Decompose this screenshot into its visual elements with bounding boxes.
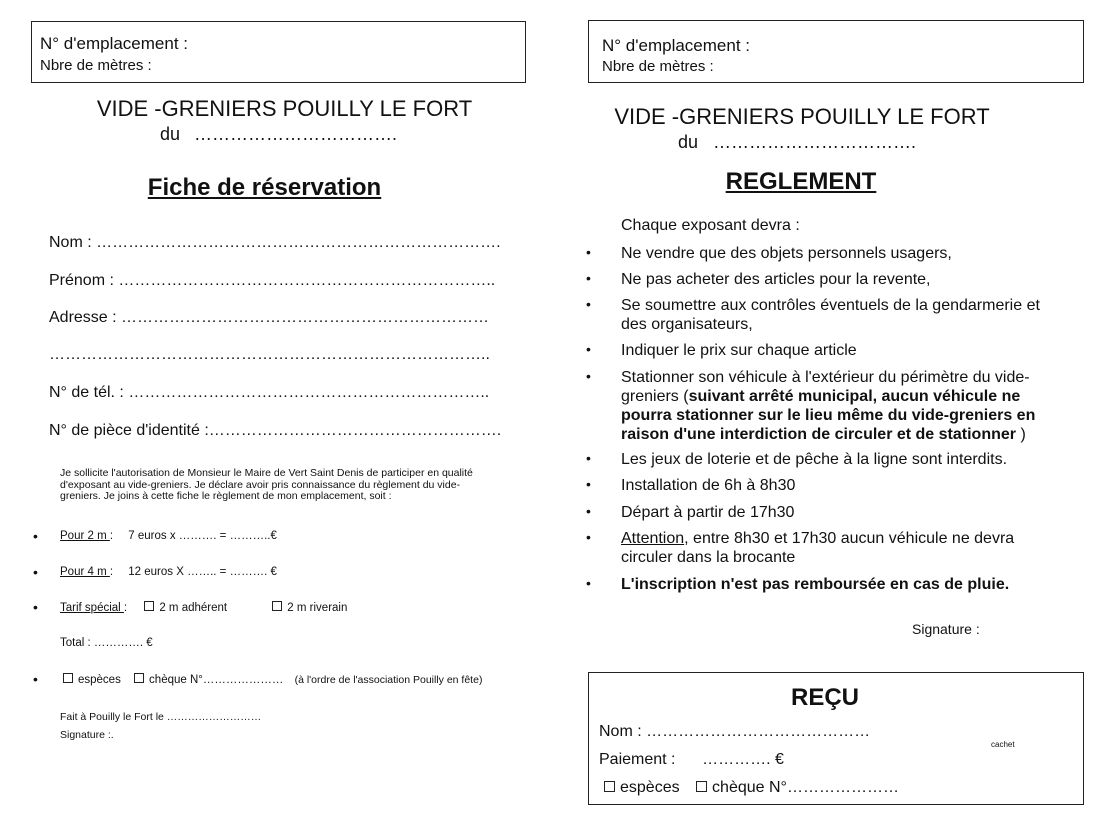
- right-event-title: VIDE -GRENIERS POUILLY LE FORT: [614, 104, 990, 129]
- reglement-intro: Chaque exposant devra :: [621, 217, 800, 234]
- payment-note: (à l'ordre de l'association Pouilly en fête): [294, 674, 483, 686]
- rule-9: [621, 529, 1041, 567]
- price-2m-label: Pour 2 m: [60, 530, 110, 542]
- rule-7: Installation de 6h à 8h30: [621, 477, 796, 494]
- bullet-r8: •: [586, 503, 591, 519]
- special-adherent-option[interactable]: [144, 602, 227, 614]
- rule-5-bold-text: suivant arrêté municipal, aucun véhicule ne pourra stationner sur le lieu même du vide-greniers en raison d'une interdiction de circuler et de stationner: [621, 388, 1036, 443]
- checkbox-icon[interactable]: [134, 673, 144, 683]
- left-event-title: VIDE -GRENIERS POUILLY LE FORT: [96, 96, 473, 121]
- checkbox-icon[interactable]: [144, 601, 154, 611]
- declaration-text: Je sollicite l'autorisation de Monsieur le Maire de Vert Saint Denis de participer en qualité d'exposant au vide-greniers. Je déclare avoir pris connaissance du règlement du vide-greniers. Je joins à cette fiche le règlement de mon emplacement, soit :: [60, 467, 473, 502]
- left-metres-label: Nbre de mètres :: [40, 57, 152, 74]
- special-label: Tarif spécial: [60, 602, 124, 614]
- price-2m-row: [60, 530, 277, 542]
- rule-5-end: ): [1016, 426, 1026, 443]
- special-colon: :: [123, 602, 128, 614]
- bullet-r2: •: [586, 270, 591, 286]
- price-4m-row: [60, 566, 277, 578]
- checkbox-icon[interactable]: [63, 673, 73, 683]
- right-emplacement-label: N° d'emplacement :: [602, 36, 750, 55]
- checkbox-icon[interactable]: [604, 781, 615, 792]
- right-header-box: [588, 20, 1084, 83]
- rule-8: Départ à partir de 17h30: [621, 504, 795, 521]
- field-adresse[interactable]: Adresse : ……………………………………………………………: [49, 309, 490, 326]
- form-title: Fiche de réservation: [147, 174, 382, 201]
- rule-5-text: Stationner son véhicule à l'extérieur du périmètre du vide-greniers (: [621, 369, 1030, 405]
- bullet-payment: •: [33, 671, 38, 687]
- payment-row: [63, 673, 482, 686]
- bullet-r7: •: [586, 476, 591, 492]
- payment-especes-option[interactable]: [63, 674, 121, 686]
- right-du-dots: …………………………….: [713, 132, 917, 152]
- checkbox-icon[interactable]: [696, 781, 707, 792]
- right-metres-label: Nbre de mètres :: [602, 58, 714, 75]
- bullet-r9: •: [586, 529, 591, 545]
- checkbox-icon[interactable]: [272, 601, 282, 611]
- rule-1: Ne vendre que des objets personnels usagers,: [621, 245, 952, 262]
- recu-cheque-option[interactable]: [696, 779, 899, 796]
- recu-especes-label: espèces: [620, 779, 680, 796]
- recu-cachet: cachet: [991, 740, 1015, 749]
- recu-payment-row: [604, 779, 899, 797]
- left-emplacement-label: N° d'emplacement :: [40, 34, 188, 53]
- recu-nom[interactable]: Nom : ……………………………………: [599, 723, 871, 740]
- left-signature: Signature :.: [60, 729, 114, 741]
- reglement-title: REGLEMENT: [725, 168, 877, 195]
- field-nom[interactable]: Nom : ………………………………………………………………….: [49, 234, 501, 251]
- bullet-special: •: [33, 599, 38, 615]
- special-row: [60, 601, 347, 614]
- price-4m-text[interactable]: 12 euros X …….. = ………. €: [128, 566, 277, 578]
- recu-especes-option[interactable]: [604, 779, 680, 796]
- field-piece-identite[interactable]: N° de pièce d'identité :……………………………………………….: [49, 422, 502, 439]
- rule-9-attention: Attention: [621, 530, 685, 547]
- bullet-r10: •: [586, 575, 591, 591]
- price-4m-colon: :: [109, 566, 114, 578]
- left-header-box: [31, 21, 526, 83]
- total-line[interactable]: Total : …………. €: [60, 637, 153, 649]
- rule-5: [621, 368, 1061, 444]
- right-signature: Signature :: [912, 621, 980, 637]
- left-du-dots: …………………………….: [194, 124, 398, 144]
- rule-2: Ne pas acheter des articles pour la revente,: [621, 271, 931, 288]
- right-du-label: du: [678, 132, 699, 152]
- special-riverain-label: 2 m riverain: [287, 602, 348, 614]
- bullet-r6: •: [586, 450, 591, 466]
- bullet-r1: •: [586, 244, 591, 260]
- field-adresse-line2[interactable]: ………………………………………………………………………..: [49, 346, 490, 363]
- fait-a-line[interactable]: Fait à Pouilly le Fort le ………………………: [60, 711, 262, 723]
- rule-4: Indiquer le prix sur chaque article: [621, 342, 857, 359]
- price-2m-colon: :: [109, 530, 114, 542]
- bullet-r3: •: [586, 296, 591, 312]
- special-riverain-option[interactable]: [272, 602, 347, 614]
- recu-box: [588, 672, 1084, 805]
- bullet-r4: •: [586, 341, 591, 357]
- rule-3: Se soumettre aux contrôles éventuels de la gendarmerie et des organisateurs,: [621, 297, 1040, 333]
- price-2m-text[interactable]: 7 euros x ………. = ………..€: [128, 530, 277, 542]
- payment-cheque-label: chèque N°…………………: [149, 674, 284, 686]
- bullet-4m: •: [33, 564, 38, 580]
- rule-9-text: , entre 8h30 et 17h30 aucun véhicule ne devra circuler dans la brocante: [621, 530, 1015, 566]
- rule-10: L'inscription n'est pas remboursée en cas de pluie.: [621, 576, 1010, 593]
- special-adherent-label: 2 m adhérent: [159, 602, 228, 614]
- recu-cheque-label: chèque N°…………………: [712, 779, 899, 796]
- price-4m-label: Pour 4 m: [60, 566, 110, 578]
- bullet-2m: •: [33, 528, 38, 544]
- payment-cheque-option[interactable]: [134, 674, 283, 686]
- rule-6: Les jeux de loterie et de pêche à la ligne sont interdits.: [621, 451, 1008, 468]
- bullet-r5: •: [586, 368, 591, 384]
- field-prenom[interactable]: Prénom : ……………………………………………………………..: [49, 272, 496, 289]
- payment-especes-label: espèces: [78, 674, 121, 686]
- left-du-label: du: [160, 124, 181, 144]
- recu-paiement[interactable]: Paiement : …………. €: [599, 751, 784, 768]
- recu-title: REÇU: [790, 684, 859, 711]
- field-telephone[interactable]: N° de tél. : …………………………………………………………..: [49, 384, 490, 401]
